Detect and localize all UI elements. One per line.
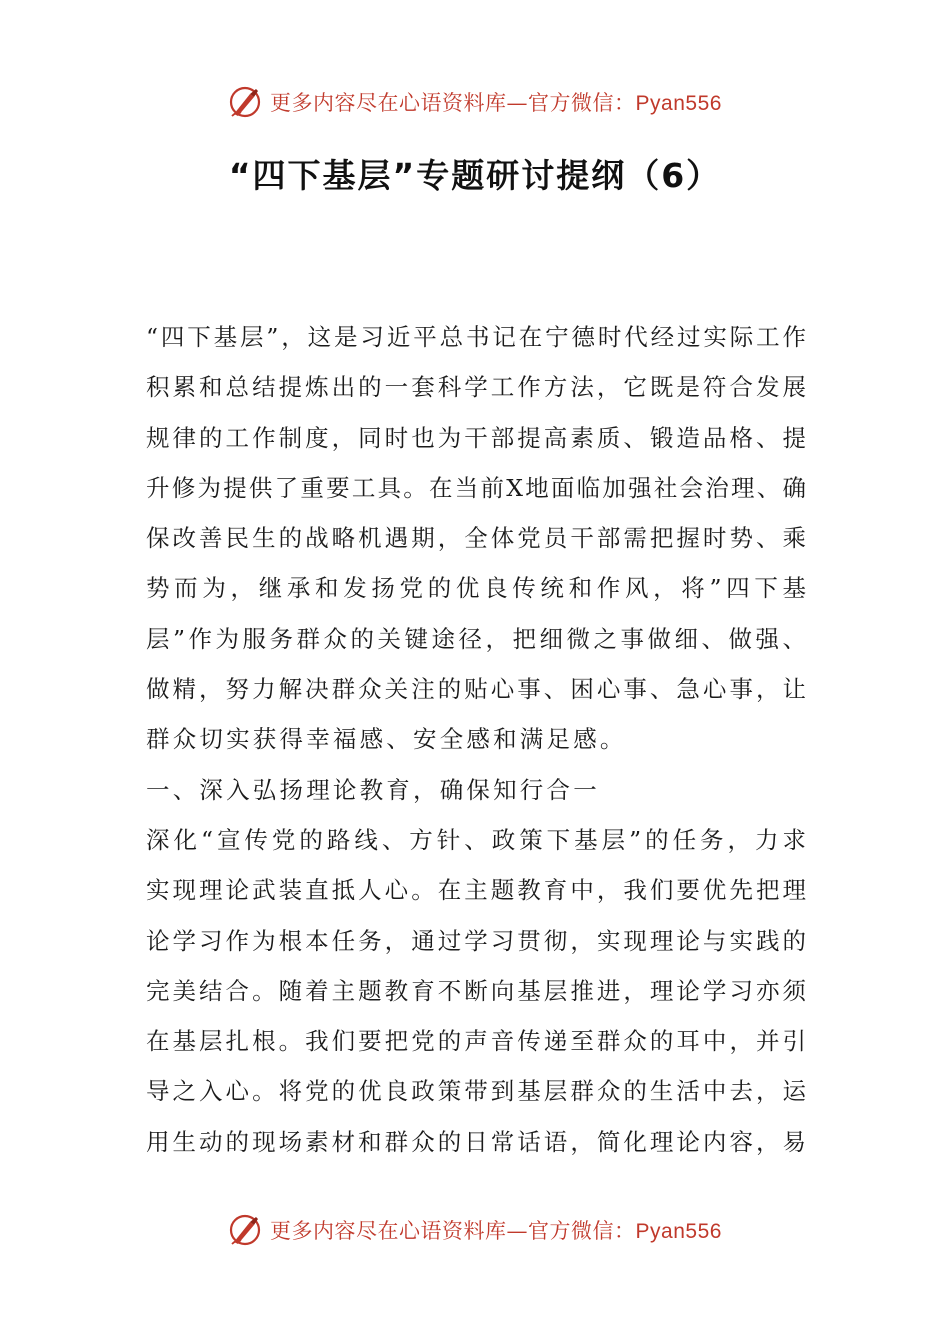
paragraph-line: 保改善民生的战略机遇期，全体党员干部需把握时势、乘 (146, 524, 806, 553)
document-title: “四下基层”专题研讨提纲（6） (228, 156, 722, 195)
banner-separator: — (506, 1219, 529, 1243)
banner-message (270, 87, 722, 117)
pen-logo-icon (228, 85, 262, 119)
paragraph-line: 规律的工作制度，同时也为干部提高素质、锻造品格、提 (146, 423, 806, 452)
paragraph-line: 在基层扎根。我们要把党的声音传递至群众的耳中，并引 (146, 1027, 806, 1056)
banner-site-text: 更多内容尽在心语资料库 (270, 91, 507, 115)
paragraph-line: 导之入心。将党的优良政策带到基层群众的生活中去，运 (146, 1077, 806, 1106)
paragraph-line: 群众切实获得幸福感、安全感和满足感。 (146, 725, 627, 754)
paragraph-line: 深化“宣传党的路线、方针、政策下基层”的任务，力求 (146, 825, 806, 854)
paragraph-line: 做精，努力解决群众关注的贴心事、困心事、急心事，让 (146, 675, 806, 704)
banner-wechat-id: Pyan556 (635, 92, 722, 115)
section-heading: 一、深入弘扬理论教育，确保知行合一 (146, 775, 600, 804)
paragraph-line: 实现理论武装直抵人心。在主题教育中，我们要优先把理 (146, 876, 806, 905)
banner-wechat-label: 官方微信： (528, 91, 636, 115)
paragraph-line: 升修为提供了重要工具。在当前X地面临加强社会治理、确 (146, 473, 806, 502)
paragraph-line: 层”作为服务群众的关键途径，把细微之事做细、做强、 (146, 624, 806, 653)
banner-message (270, 1215, 722, 1245)
banner-wechat-label: 官方微信： (528, 1219, 636, 1243)
header-banner (0, 82, 950, 122)
banner-site-text: 更多内容尽在心语资料库 (270, 1219, 507, 1243)
document-body (146, 312, 806, 1167)
pen-logo-icon (228, 1213, 262, 1247)
banner-wechat-id: Pyan556 (635, 1220, 722, 1243)
paragraph-line: 势而为，继承和发扬党的优良传统和作风，将”四下基 (146, 574, 806, 603)
paragraph-line: 完美结合。随着主题教育不断向基层推进，理论学习亦须 (146, 976, 806, 1005)
footer-banner (0, 1210, 950, 1250)
paragraph-line: 用生动的现场素材和群众的日常话语，简化理论内容，易 (146, 1127, 806, 1156)
paragraph-line: 积累和总结提炼出的一套科学工作方法，它既是符合发展 (146, 373, 806, 402)
banner-separator: — (506, 91, 529, 115)
paragraph-line: 论学习作为根本任务，通过学习贯彻，实现理论与实践的 (146, 926, 806, 955)
paragraph-line: “四下基层”，这是习近平总书记在宁德时代经过实际工作 (146, 323, 806, 351)
